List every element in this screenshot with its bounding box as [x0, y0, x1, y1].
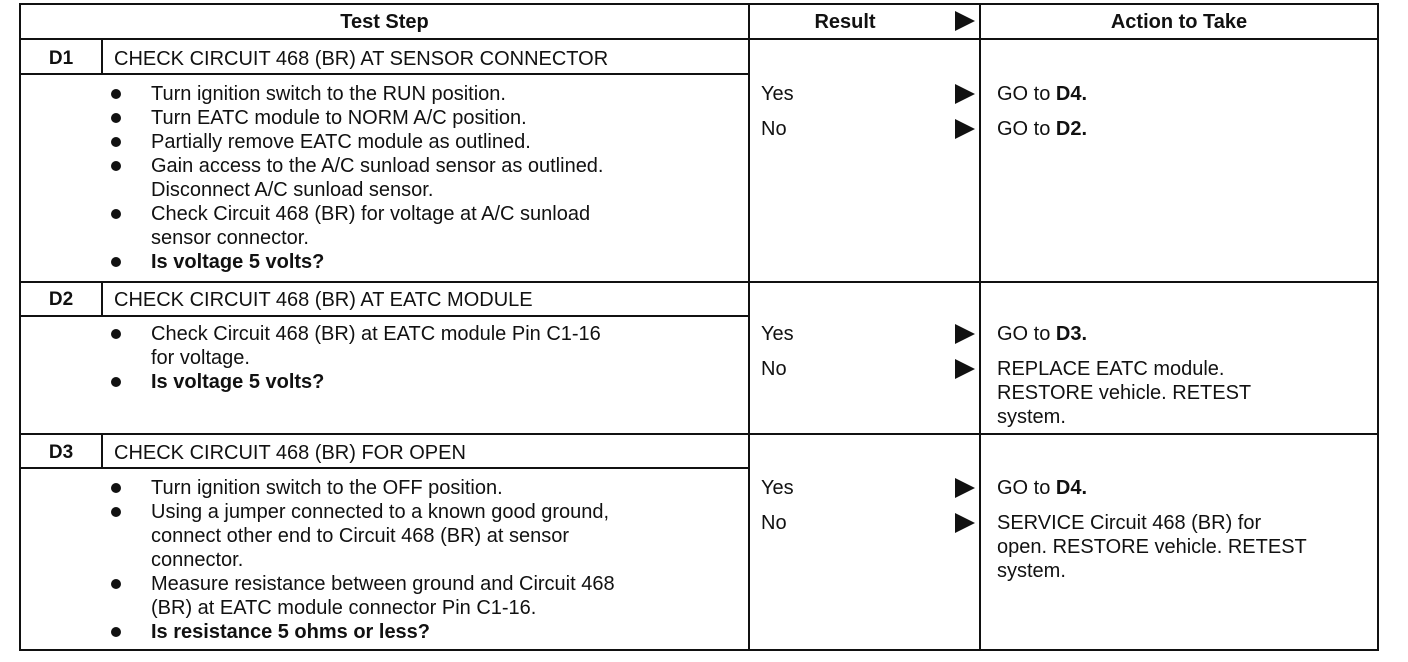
header-divider [21, 38, 1377, 40]
step-d1-action-no: GO to D2. [997, 118, 1088, 140]
bullet-dot-icon [111, 377, 121, 387]
step-d2-result-yes: Yes [761, 323, 794, 345]
step-d3-action-yes: GO to D4. [997, 477, 1088, 499]
step-d3-no-arrow-icon [955, 513, 975, 533]
step-d3-id-divider [101, 435, 103, 468]
step-d1-no-arrow-icon [955, 119, 975, 139]
bullet-dot-icon [111, 483, 121, 493]
step-d3-yes-arrow-icon [955, 478, 975, 498]
bullet-item: Measure resistance between ground and Circuit 468 (BR) at EATC module connector Pin C1-16. [107, 572, 747, 620]
bullet-dot-icon [111, 329, 121, 339]
step-d2-title: CHECK CIRCUIT 468 (BR) AT EATC MODULE [114, 289, 533, 311]
step-d2-title-divider [21, 315, 748, 317]
header-action: Action to Take [1110, 11, 1248, 33]
step-d3-action-no: SERVICE Circuit 468 (BR) for open. RESTORE vehicle. RETEST system. [997, 512, 1307, 582]
header-result: Result [814, 11, 876, 33]
step-d1-title-divider [21, 73, 748, 75]
bullet-dot-icon [111, 257, 121, 267]
step-d2-no-arrow-icon [955, 359, 975, 379]
bullet-item: Check Circuit 468 (BR) for voltage at A/C sunload sensor connector. [107, 202, 747, 250]
bullet-item: Turn ignition switch to the OFF position. [107, 476, 747, 500]
header-test-step: Test Step [340, 11, 429, 33]
bullet-question: Is voltage 5 volts? [107, 370, 747, 394]
step-d1-id: D1 [48, 48, 74, 69]
step-d2-id-divider [101, 283, 103, 316]
step-d2-id: D2 [48, 289, 74, 310]
bullet-dot-icon [111, 579, 121, 589]
step-d3-id: D3 [48, 442, 74, 463]
step-d2-action-yes: GO to D3. [997, 323, 1088, 345]
step-d1-yes-arrow-icon [955, 84, 975, 104]
header-arrow-icon [955, 11, 975, 31]
col-divider-action [979, 5, 981, 649]
step-d2-bullets [107, 322, 747, 394]
bullet-dot-icon [111, 161, 121, 171]
step-d3-divider [21, 433, 1377, 435]
step-d1-title: CHECK CIRCUIT 468 (BR) AT SENSOR CONNECTOR [114, 48, 609, 70]
step-d1-result-yes: Yes [761, 83, 794, 105]
col-divider-result [748, 5, 750, 649]
step-d3-title-divider [21, 467, 748, 469]
step-d1-action-yes: GO to D4. [997, 83, 1088, 105]
step-d2-action-no: REPLACE EATC module. RESTORE vehicle. RETEST system. [997, 358, 1252, 428]
step-d2-divider [21, 281, 1377, 283]
bullet-dot-icon [111, 209, 121, 219]
bullet-dot-icon [111, 89, 121, 99]
step-d2-result-no: No [761, 358, 787, 380]
step-d1-id-divider [101, 40, 103, 74]
bullet-item: Using a jumper connected to a known good ground, connect other end to Circuit 468 (BR) at sensor connector. [107, 500, 747, 572]
bullet-item: Partially remove EATC module as outlined. [107, 130, 747, 154]
step-d1-result-no: No [761, 118, 787, 140]
bullet-item: Turn ignition switch to the RUN position. [107, 82, 747, 106]
step-d3-title: CHECK CIRCUIT 468 (BR) FOR OPEN [114, 442, 466, 464]
bullet-item: Turn EATC module to NORM A/C position. [107, 106, 747, 130]
diagnostic-table [19, 3, 1379, 651]
bullet-dot-icon [111, 137, 121, 147]
step-d2-yes-arrow-icon [955, 324, 975, 344]
bullet-dot-icon [111, 113, 121, 123]
step-d3-result-no: No [761, 512, 787, 534]
bullet-dot-icon [111, 627, 121, 637]
step-d3-result-yes: Yes [761, 477, 794, 499]
bullet-item: Check Circuit 468 (BR) at EATC module Pin C1-16 for voltage. [107, 322, 747, 370]
bullet-dot-icon [111, 507, 121, 517]
bullet-question: Is voltage 5 volts? [107, 250, 747, 274]
step-d1-bullets [107, 82, 747, 274]
step-d3-bullets [107, 476, 747, 644]
bullet-item: Gain access to the A/C sunload sensor as outlined. Disconnect A/C sunload sensor. [107, 154, 747, 202]
bullet-question: Is resistance 5 ohms or less? [107, 620, 747, 644]
